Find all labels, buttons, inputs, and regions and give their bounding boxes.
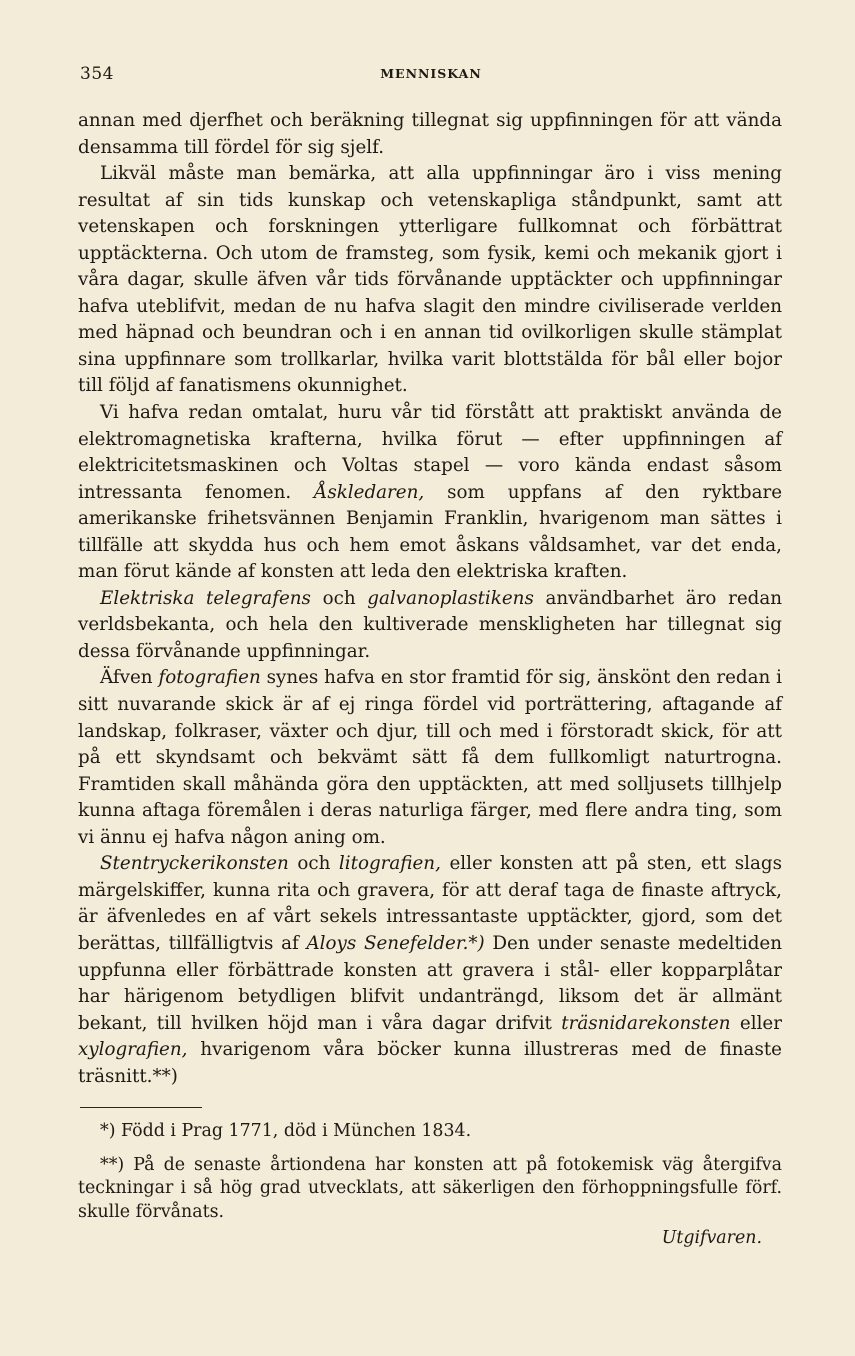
paragraph-2 [78,161,782,400]
paragraph-4-text-a: och [322,587,356,609]
paragraph-4 [78,586,782,666]
paragraph-1-text: annan med djerfhet och beräkning tillegnat sig uppfinningen för att vända densamma till fördel för sig sjelf. [78,110,782,158]
paragraph-3-text-a: Vi hafva redan omtalat, huru vår tid förstått att praktiskt använda de elektromagnetiska krafterna, hvilka förut — efter uppfinningen af elektricitetsmaskinen och Voltas stapel — voro kända endast såsom intressanta fenomen. [78,402,782,503]
running-title: MENNISKAN [380,66,482,81]
paragraph-5-text-a: Äfven [100,667,153,689]
footnote-1: *) Född i Prag 1771, död i München 1834. [100,1121,472,1141]
page-number: 354 [80,64,114,84]
main-text [78,108,782,1090]
paragraph-6-text-c: Den under senaste medeltiden uppfunna eller förbättrade konsten att gravera i stål- eller kopparplåtar har härigenom betydligen blifvit undanträngd, liksom det är allmänt bekant, till hvilken höjd man i våra dagar drifvit [78,932,783,1034]
paragraph-5 [78,665,782,851]
paragraph-6-text-e: hvarigenom våra böcker kunna illustreras med de finaste träsnitt.**) [78,1039,783,1087]
paragraph-6 [78,851,782,1090]
paragraph-5-italic-fotografien: fotografien [158,667,261,689]
paragraph-4-text-b: användbarhet äro redan verldsbekanta, och hela den kultiverade menskligheten har tillegnat sig dessa förvånande uppfinningar. [78,587,783,662]
paragraph-3-text-b: som uppfans af den ryktbare amerikanske frihetsvännen Benjamin Franklin, hvarigenom man sättes i tillfälle att skydda hus och hem emot åskans våldsamhet, var det enda, man förut kände af konsten att leda den elektriska kraften. [78,481,783,583]
paragraph-2-text: Likväl måste man bemärka, att alla uppfinningar äro i viss mening resultat af sin tids kunskap och vetenskapliga ståndpunkt, samt att vetenskapen och forskningen ytterligare fullkomnat och förbättrat upptäckterna. Och utom de framsteg, som fysik, kemi och mekanik gjort i våra dagar, skulle äfven vår tids förvånande upptäckter och uppfinningar hafva uteblifvit, medan de nu hafva slagit den mindre civiliserade verlden med häpnad och beundran och i en annan tid ovilkorligen skulle stämplat sina uppfinnare som trollkarlar, hvilka varit blottstälda för bål eller bojor till följd af fanatismens okunnighet. [78,163,782,397]
paragraph-5-text-b: synes hafva en stor framtid för sig, änskönt den redan i sitt nuvarande skick är af ej ringa fördel vid porträttering, aftagande af landskap, folkraser, växter och djur, till och med i förstoradt skick, för att på ett skyndsamt och bekvämt sätt få dem fullkomligt naturtrogna. Framtiden skall måhända göra den upptäckten, att med solljusets tillhjelp kunna aftaga föremålen i deras naturliga färger, med flere andra ting, som vi ännu ej hafva någon aning om. [78,667,783,848]
page-header [80,64,782,86]
paragraph-6-italic-trasnidarekonsten: träsnidarekonsten [561,1012,731,1034]
paragraph-3-italic-askledaren: Åskledaren, [314,481,425,503]
paragraph-6-italic-stentryckerikonsten: Stentryckerikonsten [100,853,289,875]
paragraph-6-text-b: eller konsten att på sten, ett slags märgelskiffer, kunna rita och gravera, för att deraf taga de finaste aftryck, är äfvenledes en af vårt sekels intressantaste upptäckter, gjord, som det berättas, tillfälligtvis af [78,853,782,954]
paragraph-1 [78,108,782,161]
paragraph-4-italic-galvanoplastikens: galvanoplastikens [367,587,534,609]
footnote-signature: Utgifvaren. [661,1228,762,1248]
paragraph-6-italic-xylografien: xylografien, [78,1039,188,1061]
footnote-divider [80,1107,202,1108]
paragraph-6-text-a: och [297,853,331,875]
paragraph-6-italic-senefelder: Aloys Senefelder.*) [306,932,485,954]
paragraph-6-text-d: eller [739,1012,782,1034]
paragraph-3 [78,400,782,586]
footnotes [78,1120,782,1251]
paragraph-4-italic-telegrafens: Elektriska telegrafens [100,587,311,609]
footnote-2: **) På de senaste årtiondena har konsten att på fotokemisk väg återgifva teckningar i så hög grad utvecklats, att säkerligen den förhoppningsfulle förf. skulle förvånats. [78,1154,782,1222]
paragraph-6-italic-litografien: litografien, [338,853,441,875]
